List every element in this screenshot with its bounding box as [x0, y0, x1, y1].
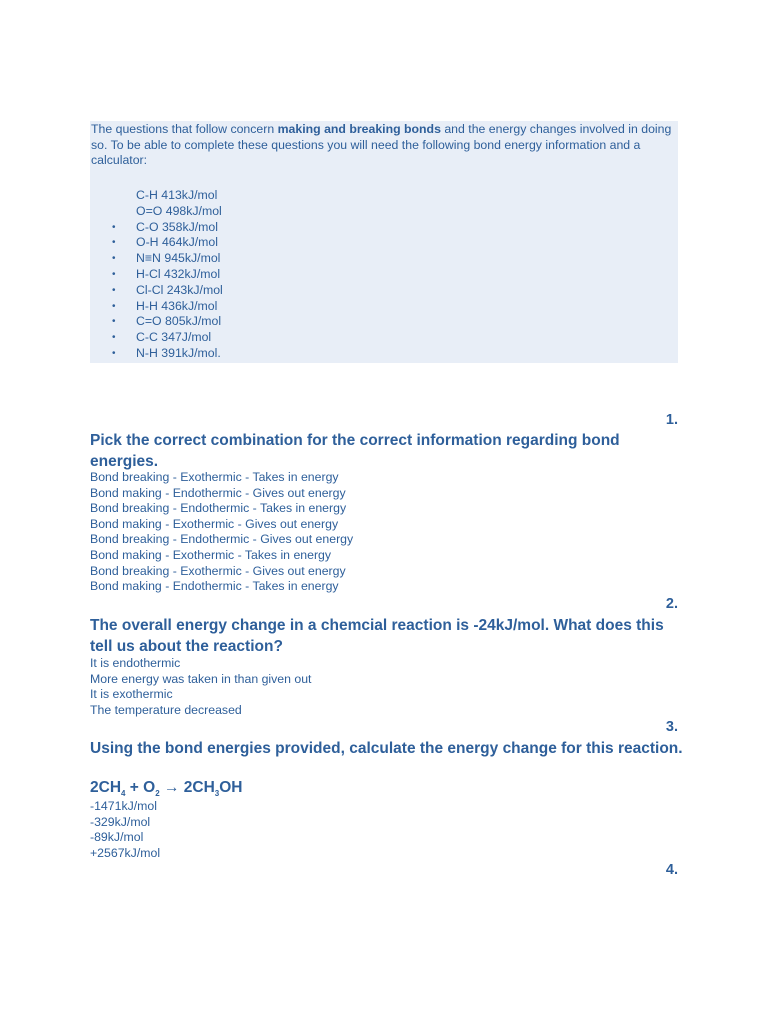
bond-energy: H-H 436kJ/mol [136, 298, 218, 313]
equation-part: → 2CH [159, 779, 215, 796]
answer-option[interactable]: -1471kJ/mol [90, 799, 157, 813]
answer-option[interactable]: Bond breaking - Endothermic - Takes in energy [90, 501, 347, 516]
bond-energy: O-H 464kJ/mol [136, 235, 219, 250]
question-text: The overall energy change in a chemcial reaction is -24kJ/mol. What does this tell us about the reaction? [90, 617, 664, 655]
answer-option[interactable]: Bond breaking - Exothermic - Takes in energy [90, 470, 339, 484]
bond-energy: O=O 498kJ/mol [136, 203, 222, 218]
answer-option[interactable]: Bond making - Exothermic - Takes in energy [90, 547, 332, 562]
bullet-icon: • [112, 284, 116, 296]
answer-option[interactable]: More energy was taken in than given out [90, 671, 312, 686]
equation-part: 2CH [90, 779, 122, 796]
answer-option[interactable]: +2567kJ/mol [90, 845, 161, 860]
answer-option[interactable]: -329kJ/mol [90, 814, 151, 829]
list-item [112, 267, 223, 283]
question-number: 4. [665, 862, 678, 878]
answer-option[interactable]: Bond making - Endothermic - Gives out energy [90, 485, 346, 500]
bullet-icon: • [112, 347, 116, 359]
bond-energy: C-C 347J/mol [136, 330, 212, 345]
reaction-equation [90, 779, 242, 798]
intro-text [91, 122, 681, 169]
list-item [112, 299, 223, 315]
equation-part: + O [125, 779, 156, 796]
bullet-icon: • [112, 268, 116, 280]
answer-options [90, 799, 160, 861]
list-item [112, 204, 223, 220]
bond-energy: C=O 805kJ/mol [136, 314, 222, 329]
equation-part: OH [219, 779, 243, 796]
answer-options [90, 656, 311, 718]
bond-energy: H-Cl 432kJ/mol [136, 266, 221, 281]
bond-energy: N-H 391kJ/mol. [136, 345, 221, 360]
list-item [112, 314, 223, 330]
answer-option[interactable]: Bond making - Endothermic - Takes in energy [90, 579, 339, 594]
answer-option[interactable]: The temperature decreased [90, 702, 242, 717]
bullet-icon: • [112, 300, 116, 312]
bond-energy: C-O 358kJ/mol [136, 219, 219, 234]
answer-option[interactable]: It is exothermic [90, 687, 173, 702]
list-item [112, 188, 223, 204]
list-item [112, 220, 223, 236]
list-item [112, 346, 223, 362]
question-text: Using the bond energies provided, calculate the energy change for this reaction. [90, 740, 683, 757]
question-number: 3. [665, 719, 678, 735]
answer-option[interactable]: Bond making - Exothermic - Gives out energy [90, 516, 339, 531]
equation-subscript: 3 [214, 789, 220, 799]
answer-option[interactable]: It is endothermic [90, 656, 181, 670]
equation-subscript: 4 [121, 789, 126, 799]
bullet-icon: • [112, 316, 116, 328]
intro-text-start: The questions that follow concern [91, 122, 278, 136]
bond-energy: N≡N 945kJ/mol [136, 251, 221, 266]
list-item [112, 283, 223, 299]
answer-option[interactable]: Bond breaking - Endothermic - Gives out energy [90, 532, 354, 547]
bullet-icon: • [112, 253, 116, 265]
bullet-icon: • [112, 237, 116, 249]
bond-energy: C-H 413kJ/mol [136, 188, 218, 202]
intro-emphasis: making and breaking bonds [277, 122, 441, 136]
question-number: 1. [665, 412, 678, 428]
answer-option[interactable]: Bond breaking - Exothermic - Gives out energy [90, 563, 346, 578]
bond-energy-list [112, 188, 223, 362]
list-item [112, 251, 223, 267]
bond-energy: Cl-Cl 243kJ/mol [136, 282, 223, 297]
bullet-icon: • [112, 221, 116, 233]
question-text: Pick the correct combination for the correct information regarding bond energies. [90, 432, 620, 470]
bullet-icon: • [112, 332, 116, 344]
equation-subscript: 2 [155, 789, 160, 799]
list-item [112, 330, 223, 346]
answer-option[interactable]: -89kJ/mol [90, 830, 144, 845]
list-item [112, 235, 223, 251]
answer-options [90, 470, 353, 595]
question-number: 2. [665, 596, 678, 612]
intro-text-end: and the energy changes involved in doing so. To be able to complete these questions you will need the following bond energy information and a calculator: [91, 122, 672, 168]
